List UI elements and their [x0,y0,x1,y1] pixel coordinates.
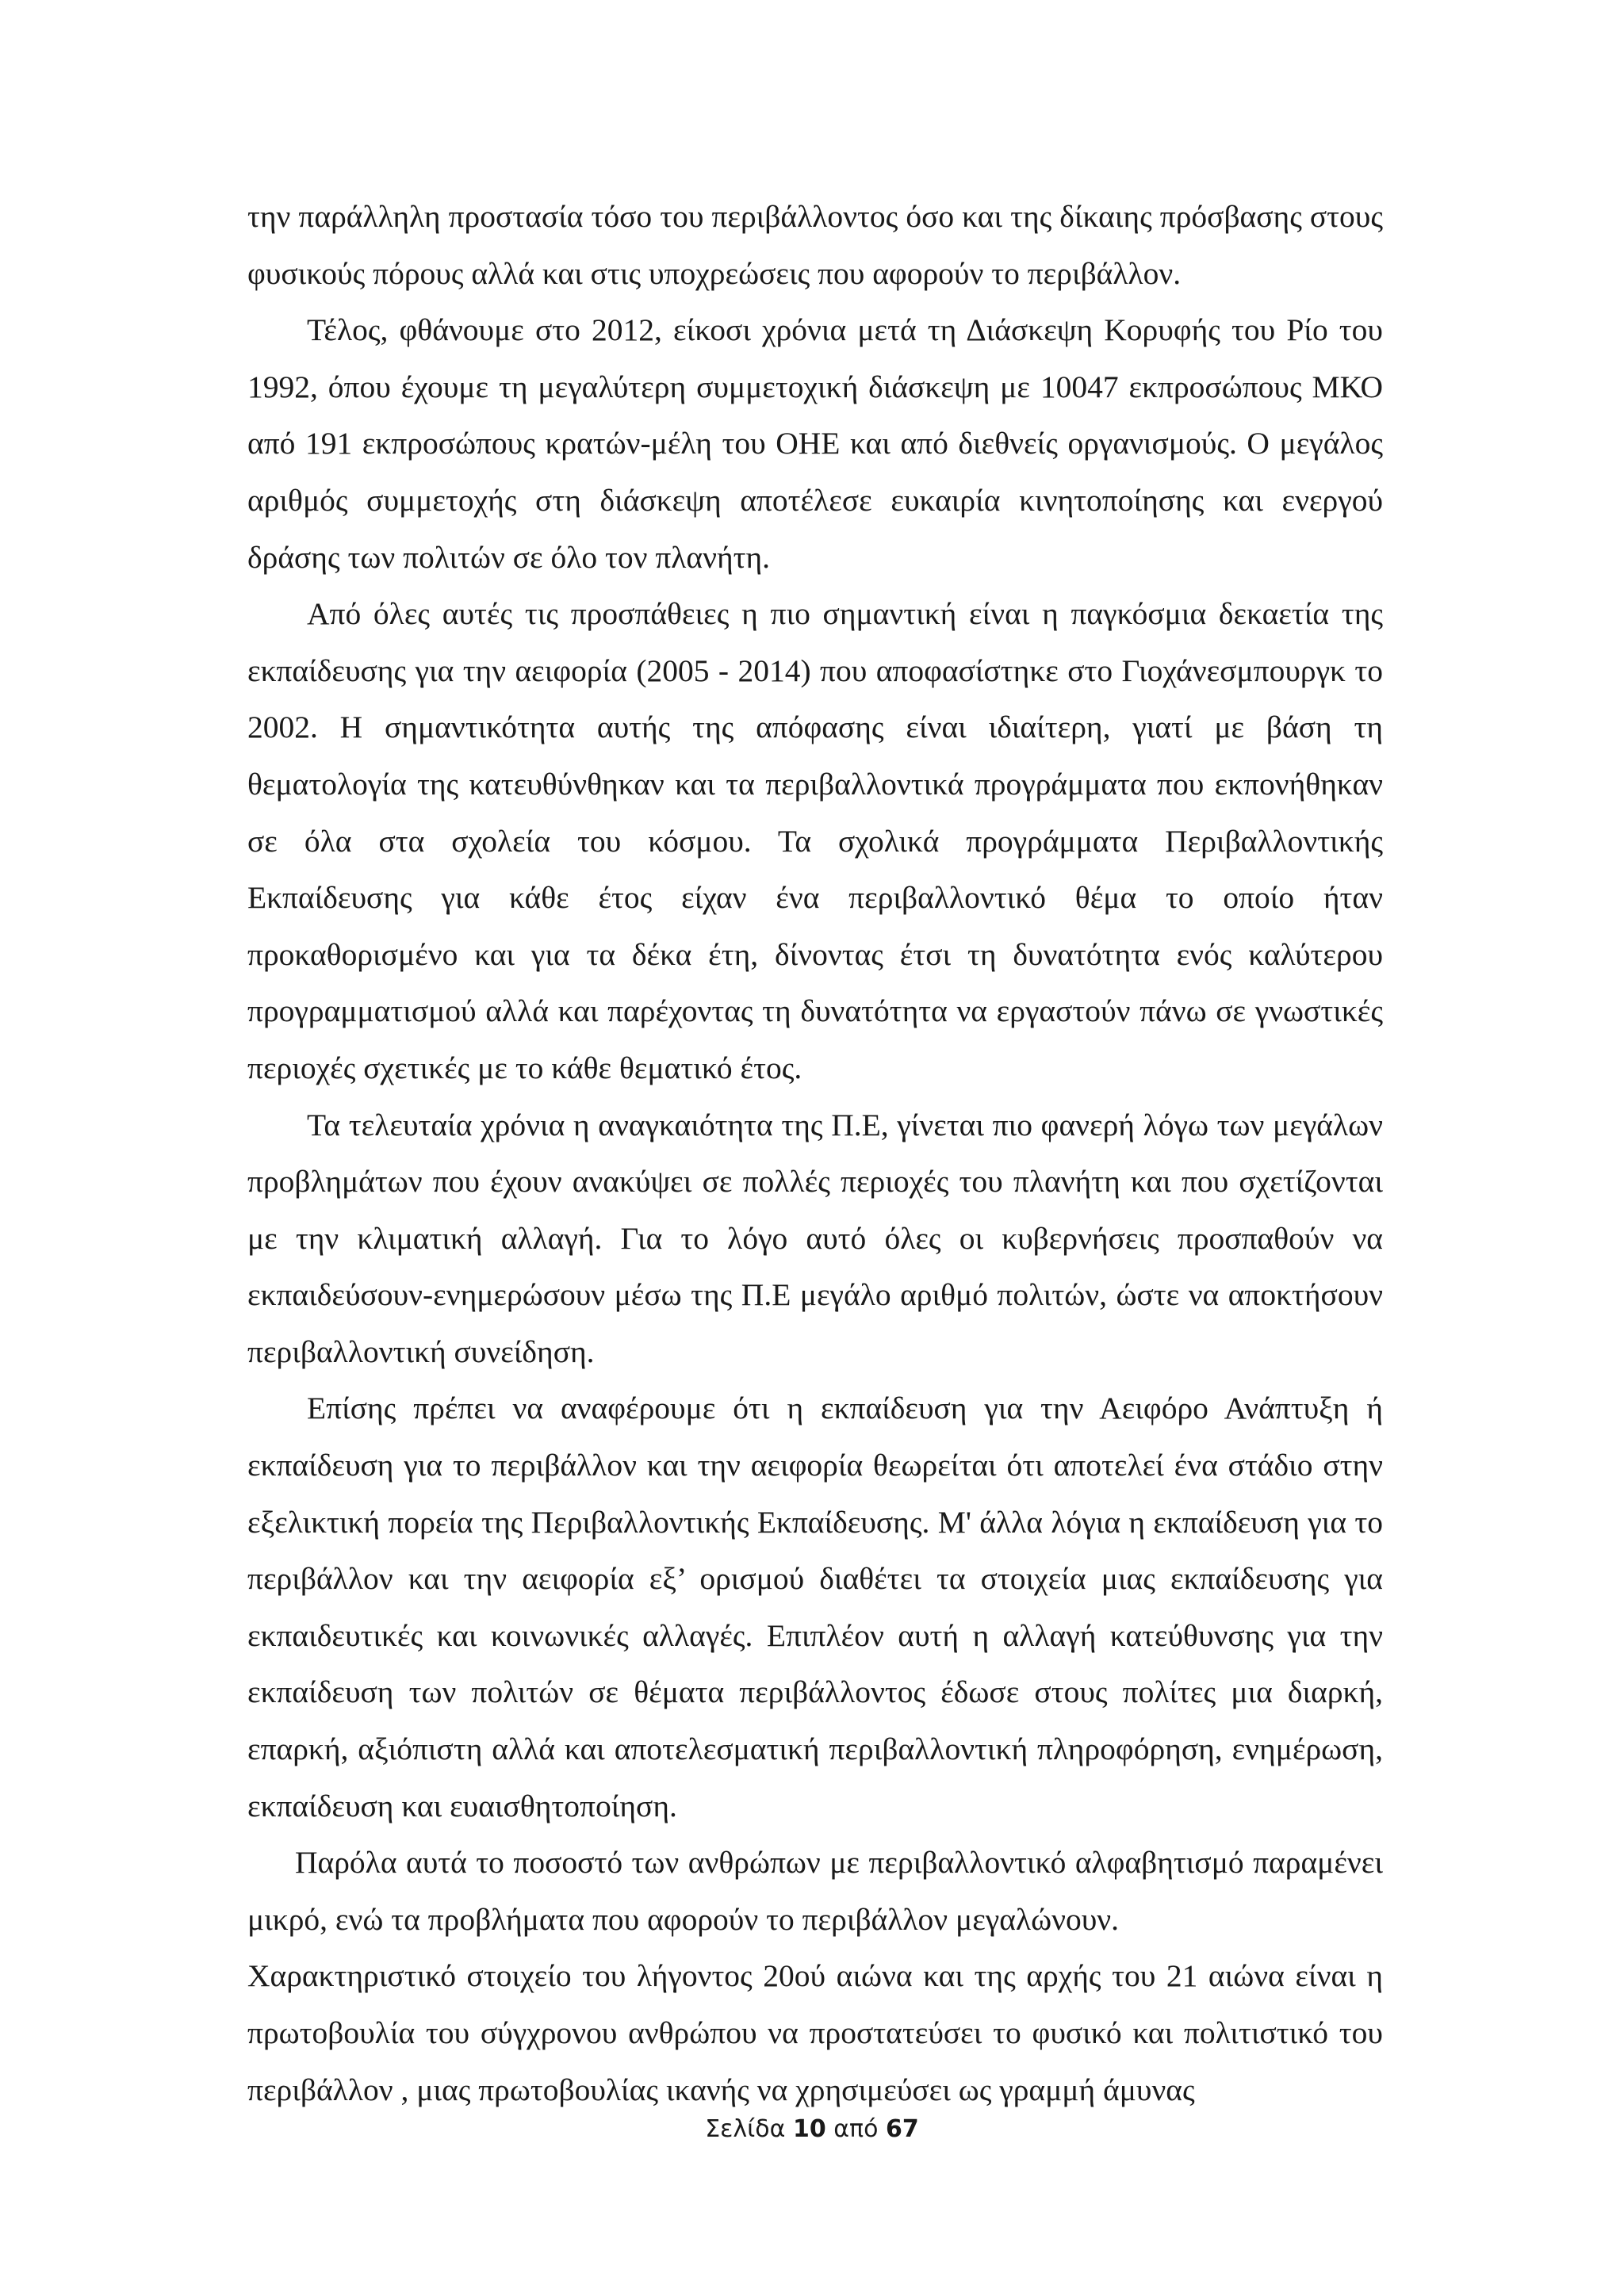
paragraph: Τέλος, φθάνουμε στο 2012, είκοσι χρόνια μετά τη Διάσκεψη Κορυφής του Ρίο του 1992, όπου έχουμε τη μεγαλύτερη συμμετοχική διάσκεψη με 10047 εκπροσώπους ΜΚΟ από 191 εκπροσώπους κρατών-μέλη του ΟΗΕ και από διεθνείς οργανισμούς. Ο μεγάλος αριθμός συμμετοχής στη διάσκεψη αποτέλεσε ευκαιρία κινητοποίησης και ενεργού δράσης των πολιτών σε όλο τον πλανήτη. [247,312,1383,575]
body-text [247,189,1383,2118]
page-footer [0,2115,1624,2143]
paragraph: την παράλληλη προστασία τόσο του περιβάλλοντος όσο και της δίκαιης πρόσβασης στους φυσικούς πόρους αλλά και στις υποχρεώσεις που αφορούν το περιβάλλον. [247,199,1383,291]
paragraph: Τα τελευταία χρόνια η αναγκαιότητα της Π.Ε, γίνεται πιο φανερή λόγω των μεγάλων προβλημάτων που έχουν ανακύψει σε πολλές περιοχές του πλανήτη και που σχετίζονται με την κλιματική αλλαγή. Για το λόγο αυτό όλες οι κυβερνήσεις προσπαθούν να εκπαιδεύσουν-ενημερώσουν μέσω της Π.Ε μεγάλο αριθμό πολιτών, ώστε να αποκτήσουν περιβαλλοντική συνείδηση. [247,1107,1383,1369]
footer-total-pages: 67 [886,2115,919,2143]
paragraph: Παρόλα αυτά το ποσοστό των ανθρώπων με περιβαλλοντικό αλφαβητισμό παραμένει μικρό, ενώ τα προβλήματα που αφορούν το περιβάλλον μεγαλώνουν. [247,1845,1383,1937]
paragraph: Χαρακτηριστικό στοιχείο του λήγοντος 20ού αιώνα και της αρχής του 21 αιώνα είναι η πρωτοβουλία του σύγχρονου ανθρώπου να προστατεύσει το φυσικό και πολιτιστικό του περιβάλλον , μιας πρωτοβουλίας ικανής να χρησιμεύσει ως γραμμή άμυνας [247,1958,1383,2107]
paragraph: Από όλες αυτές τις προσπάθειες η πιο σημαντική είναι η παγκόσμια δεκαετία της εκπαίδευσης για την αειφορία (2005 - 2014) που αποφασίστηκε στο Γιοχάνεσμπουργκ το 2002. Η σημαντικότητα αυτής της απόφασης είναι ιδιαίτερη, γιατί με βάση τη θεματολογία της κατευθύνθηκαν και τα περιβαλλοντικά προγράμματα που εκπονήθηκαν σε όλα στα σχολεία του κόσμου. Τα σχολικά προγράμματα Περιβαλλοντικής Εκπαίδευσης για κάθε έτος είχαν ένα περιβαλλοντικό θέμα το οποίο ήταν προκαθορισμένο και για τα δέκα έτη, δίνοντας έτσι τη δυνατότητα ενός καλύτερου προγραμματισμού αλλά και παρέχοντας τη δυνατότητα να εργαστούν πάνω σε γνωστικές περιοχές σχετικές με το κάθε θεματικό έτος. [247,596,1383,1085]
footer-prefix: Σελίδα [705,2115,786,2143]
footer-of: από [833,2115,879,2143]
footer-page-number: 10 [792,2115,826,2143]
paragraph: Επίσης πρέπει να αναφέρουμε ότι η εκπαίδευση για την Αειφόρο Ανάπτυξη ή εκπαίδευση για το περιβάλλον και την αειφορία θεωρείται ότι αποτελεί ένα στάδιο στην εξελικτική πορεία της Περιβαλλοντικής Εκπαίδευσης. Μ' άλλα λόγια η εκπαίδευση για το περιβάλλον και την αειφορία εξ’ ορισμού διαθέτει τα στοιχεία μιας εκπαίδευσης για εκπαιδευτικές και κοινωνικές αλλαγές. Επιπλέον αυτή η αλλαγή κατεύθυνσης για την εκπαίδευση των πολιτών σε θέματα περιβάλλοντος έδωσε στους πολίτες μια διαρκή, επαρκή, αξιόπιστη αλλά και αποτελεσματική περιβαλλοντική πληροφόρηση, ενημέρωση, εκπαίδευση και ευαισθητοποίηση. [247,1391,1383,1823]
